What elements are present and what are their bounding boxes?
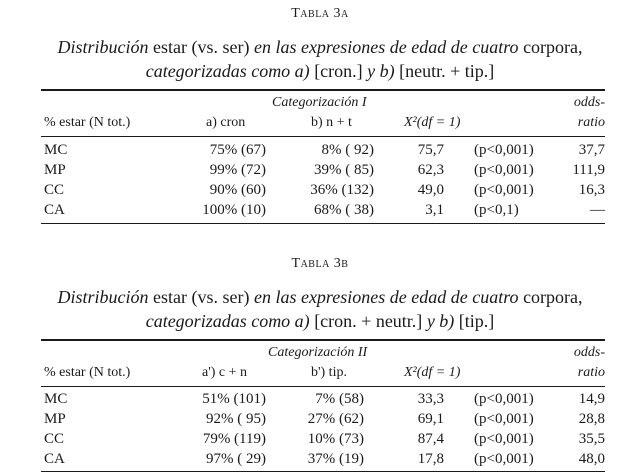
cell-chi: 49,0: [417, 182, 444, 198]
cell-b: 39% ( 85): [314, 162, 374, 178]
cell-b: 27% (62): [307, 411, 364, 427]
cell-odds: 28,8: [578, 411, 605, 427]
group-header: Categorización I: [272, 95, 367, 110]
cell-a: 51% (101): [202, 391, 266, 407]
cell-odds: 14,9: [578, 391, 605, 407]
col-header-chi: X²(df = 1): [404, 115, 461, 130]
cell-odds: 111,9: [572, 162, 605, 178]
odds-header-bottom: ratio: [577, 115, 605, 130]
cell-a: 100% (10): [202, 202, 266, 218]
cell-a: 97% ( 29): [206, 451, 266, 467]
cell-b: 68% ( 38): [314, 202, 374, 218]
header-rule: [41, 136, 605, 137]
col-header-chi: X²(df = 1): [404, 365, 461, 380]
cell-a: 79% (119): [202, 431, 266, 447]
table-caption-line-2: categorizadas como a) [cron.] y b) [neutr. + tip.]: [145, 61, 495, 81]
row-id: MC: [44, 142, 68, 158]
cell-p: (p<0,001): [474, 162, 534, 178]
cell-p: (p<0,001): [474, 142, 534, 158]
cell-chi: 33,3: [417, 391, 444, 407]
cell-odds: 35,5: [578, 431, 605, 447]
cell-odds: 16,3: [578, 182, 605, 198]
row-id: MP: [44, 162, 66, 178]
table-label: Tabla 3b: [291, 256, 349, 271]
cell-b: 7% (58): [315, 391, 364, 407]
col-header-b: b') tip.: [311, 365, 347, 380]
cell-b: 37% (19): [307, 451, 364, 467]
cell-chi: 62,3: [417, 162, 444, 178]
row-id: CC: [44, 431, 65, 447]
cell-b: 10% (73): [307, 431, 364, 447]
cell-chi: 87,4: [417, 431, 444, 447]
table-top-rule: [41, 89, 605, 91]
cell-odds: 37,7: [578, 142, 605, 158]
cell-a: 90% (60): [209, 182, 266, 198]
cell-p: (p<0,001): [474, 391, 534, 407]
cell-p: (p<0,001): [474, 451, 534, 467]
table-top-rule: [41, 339, 605, 341]
odds-header-top: odds-: [573, 95, 605, 110]
cell-odds: —: [590, 202, 605, 218]
row-id: MP: [44, 411, 66, 427]
col-header-b: b) n + t: [311, 115, 352, 130]
table-label: Tabla 3a: [291, 6, 349, 21]
cell-chi: 17,8: [417, 451, 444, 467]
cell-a: 75% (67): [209, 142, 266, 158]
col-header-estar: % estar (N tot.): [44, 115, 131, 130]
cell-a: 99% (72): [209, 162, 266, 178]
odds-header-bottom: ratio: [577, 365, 605, 380]
row-id: CA: [44, 451, 65, 467]
cell-p: (p<0,001): [474, 431, 534, 447]
table-caption-line-1: Distribución estar (vs. ser) en las expresiones de edad de cuatro corpora,: [57, 37, 583, 57]
cell-p: (p<0,1): [474, 202, 519, 218]
table-caption-line-1: Distribución estar (vs. ser) en las expresiones de edad de cuatro corpora,: [57, 287, 583, 307]
col-header-a: a') c + n: [202, 365, 248, 380]
cell-odds: 48,0: [578, 451, 605, 467]
cell-chi: 3,1: [425, 202, 444, 218]
row-id: CA: [44, 202, 65, 218]
cell-b: 36% (132): [310, 182, 374, 198]
row-id: MC: [44, 391, 68, 407]
table-bottom-rule: [41, 223, 605, 224]
cell-chi: 75,7: [417, 142, 444, 158]
cell-b: 8% ( 92): [321, 142, 374, 158]
cell-a: 92% ( 95): [206, 411, 266, 427]
cell-chi: 69,1: [417, 411, 444, 427]
header-rule: [41, 386, 605, 387]
table-caption-line-2: categorizadas como a) [cron. + neutr.] y b) [tip.]: [145, 311, 495, 331]
cell-p: (p<0,001): [474, 411, 534, 427]
table-bottom-rule: [41, 471, 605, 472]
col-header-estar: % estar (N tot.): [44, 365, 131, 380]
group-header: Categorización II: [268, 345, 368, 360]
odds-header-top: odds-: [573, 345, 605, 360]
row-id: CC: [44, 182, 65, 198]
col-header-a: a) cron: [206, 115, 246, 130]
cell-p: (p<0,001): [474, 182, 534, 198]
